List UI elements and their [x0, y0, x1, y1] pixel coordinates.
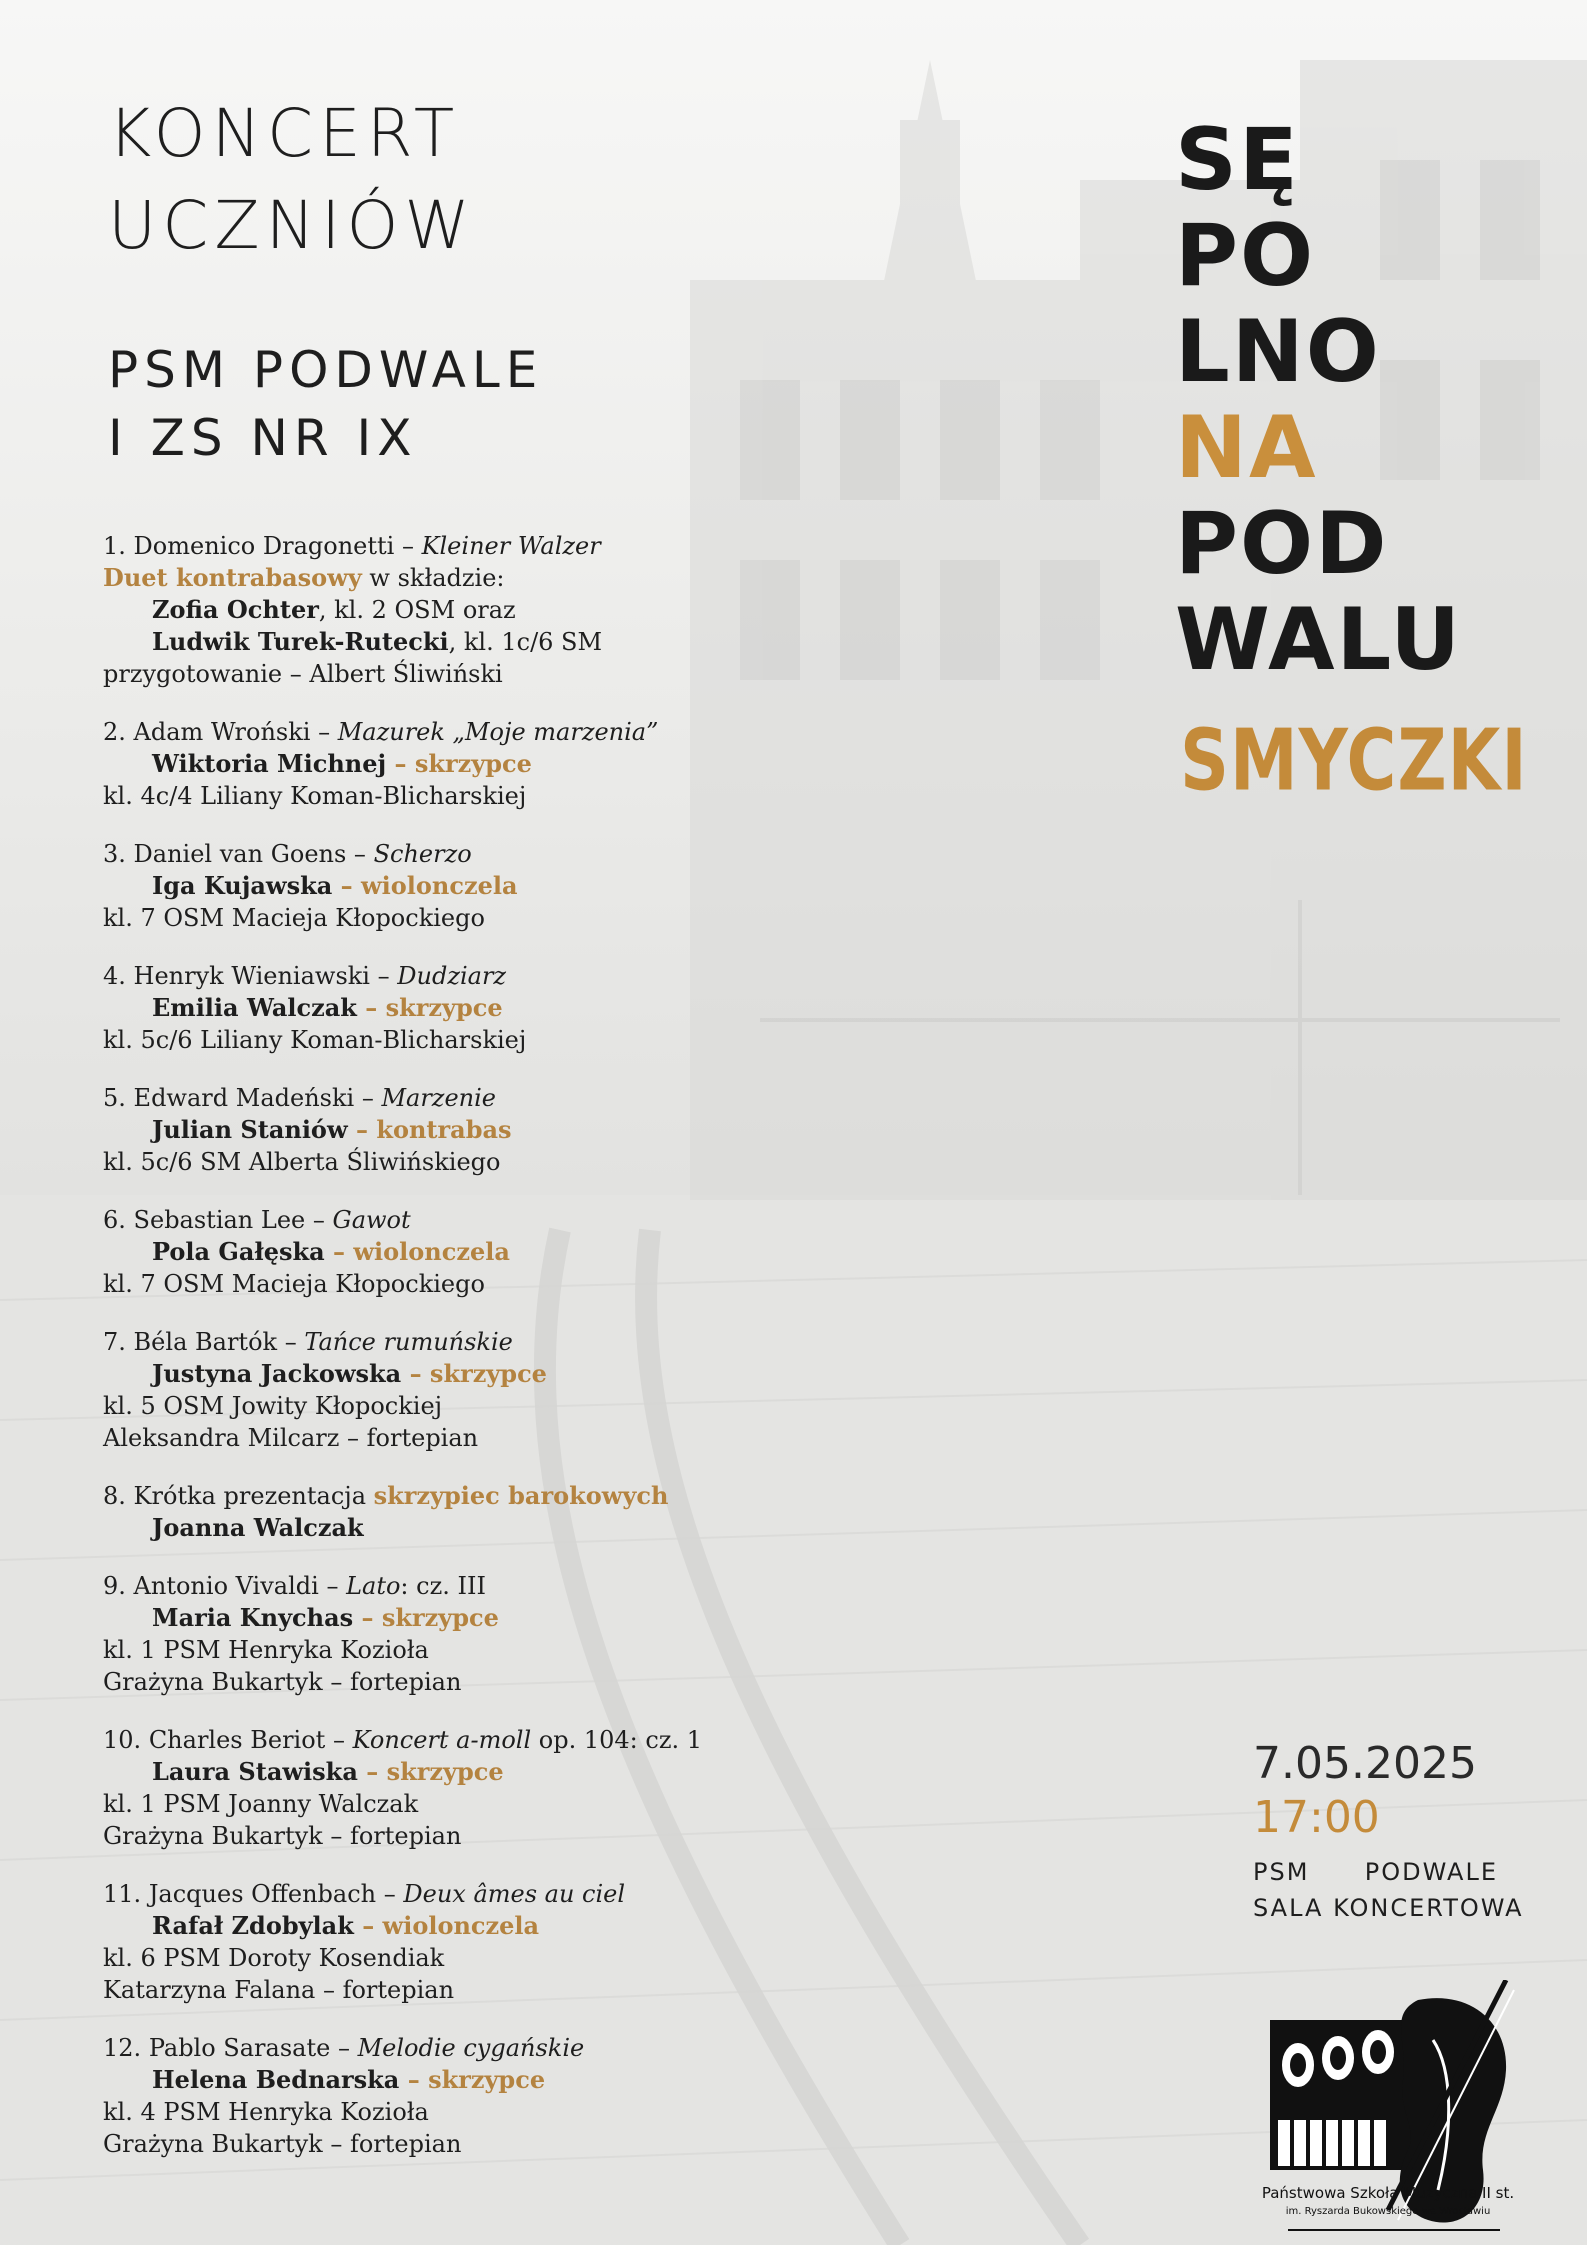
preparation: przygotowanie – Albert Śliwiński — [103, 660, 503, 688]
subtitle-line-1: PSM PODWALE — [108, 341, 544, 399]
work-title: Dudziarz — [397, 962, 507, 990]
performer: Helena Bednarska — [152, 2065, 400, 2094]
series-title-line: LNO — [1175, 302, 1381, 402]
performer: Iga Kujawska — [152, 871, 333, 900]
series-title-line: POD — [1175, 494, 1389, 594]
composer: Jacques Offenbach — [148, 1880, 377, 1908]
work-title: Mazurek „Moje marzenia” — [337, 718, 659, 746]
program-item-11: 11. Jacques Offenbach – Deux âmes au ciel Rafał Zdobylak – wiolonczela kl. 6 PSM Doroty Kosendiak Katarzyna Falana – fortepian — [103, 1878, 783, 2006]
program-item-4: 4. Henryk Wieniawski – Dudziarz Emilia Walczak – skrzypce kl. 5c/6 Liliany Koman-Blicharskiej — [103, 960, 783, 1056]
concert-title — [108, 88, 476, 272]
event-date: 7.05.2025 — [1253, 1738, 1477, 1789]
accompanist: Katarzyna Falana – fortepian — [103, 1976, 455, 2004]
teacher-class: kl. 4 PSM Henryka Kozioła — [103, 2098, 429, 2126]
work-title: Tańce rumuńskie — [304, 1328, 513, 1356]
program-item-7: 7. Béla Bartók – Tańce rumuńskie Justyna Jackowska – skrzypce kl. 5 OSM Jowity Kłopockiej Aleksandra Milcarz – fortepian — [103, 1326, 783, 1454]
series-title-line: SĘ — [1175, 110, 1300, 210]
program-item-12: 12. Pablo Sarasate – Melodie cygańskie Helena Bednarska – skrzypce kl. 4 PSM Henryka Kozioła Grażyna Bukartyk – fortepian — [103, 2032, 783, 2160]
accompanist: Grażyna Bukartyk – fortepian — [103, 1668, 462, 1696]
performer: Justyna Jackowska — [152, 1359, 402, 1388]
accompanist: Grażyna Bukartyk – fortepian — [103, 2130, 462, 2158]
program-item-2: 2. Adam Wroński – Mazurek „Moje marzenia” Wiktoria Michnej – skrzypce kl. 4c/4 Liliany Koman-Blicharskiej — [103, 716, 783, 812]
performer: Maria Knychas — [152, 1603, 354, 1632]
school-patron: im. Ryszarda Bukowskiego we Wrocławiu — [1285, 2206, 1491, 2217]
title-line-2: UCZNIÓW — [108, 187, 476, 264]
program-item-8: 8. Krótka prezentacja skrzypiec barokowych Joanna Walczak — [103, 1481, 669, 1542]
teacher-class: kl. 1 PSM Henryka Kozioła — [103, 1636, 429, 1664]
teacher-class: kl. 1 PSM Joanny Walczak — [103, 1790, 419, 1818]
instrument: – skrzypce — [399, 2065, 546, 2094]
performer: Wiktoria Michnej — [152, 749, 387, 778]
performer: Joanna Walczak — [152, 1513, 364, 1542]
teacher-class: kl. 5 OSM Jowity Kłopockiej — [103, 1392, 443, 1420]
work-title: Deux âmes au ciel — [403, 1880, 626, 1908]
teacher-class: kl. 5c/6 SM Alberta Śliwińskiego — [103, 1148, 501, 1176]
teacher-class: kl. 4c/4 Liliany Koman-Blicharskiej — [103, 782, 527, 810]
composer: Charles Beriot — [148, 1726, 326, 1754]
work-title: Gawot — [332, 1206, 411, 1234]
work-title: Scherzo — [373, 840, 472, 868]
instrument: – wiolonczela — [324, 1237, 510, 1266]
performer: Julian Staniów — [152, 1115, 348, 1144]
venue-podwale: PODWALE — [1364, 1858, 1498, 1886]
program-item-5: 5. Edward Madeński – Marzenie Julian Staniów – kontrabas kl. 5c/6 SM Alberta Śliwińskiego — [103, 1082, 783, 1178]
instrument: – skrzypce — [401, 1359, 547, 1388]
venue-psm: PSM — [1253, 1858, 1310, 1886]
work-title: Lato — [346, 1572, 401, 1600]
performer: Zofia Ochter — [152, 595, 319, 624]
teacher-class: kl. 6 PSM Doroty Kosendiak — [103, 1944, 445, 1972]
work-title: Melodie cygańskie — [357, 2034, 585, 2062]
program-item-1: 1. Domenico Dragonetti – Kleiner Walzer Duet kontrabasowy w składzie: Zofia Ochter, kl. 2 OSM oraz Ludwik Turek-Rutecki, kl. 1c/6 SM przygotowanie – Albert Śliwiński — [103, 530, 783, 690]
work-title: Kleiner Walzer — [421, 532, 601, 560]
program-item-9: 9. Antonio Vivaldi – Lato: cz. III Maria Knychas – skrzypce kl. 1 PSM Henryka Kozioła Grażyna Bukartyk – fortepian — [103, 1570, 783, 1698]
instrument: – skrzypce — [356, 993, 503, 1022]
program-item-10: 10. Charles Beriot – Koncert a-moll op. 104: cz. 1 Laura Stawiska – skrzypce kl. 1 PSM Joanny Walczak Grażyna Bukartyk – fortepian — [103, 1724, 783, 1852]
program-item-3: 3. Daniel van Goens – Scherzo Iga Kujawska – wiolonczela kl. 7 OSM Macieja Kłopockiego — [103, 838, 783, 934]
event-venue — [1253, 1858, 1498, 1886]
concert-organizers — [108, 336, 543, 472]
instrument: – wiolonczela — [332, 871, 518, 900]
event-time: 17:00 — [1253, 1792, 1380, 1843]
work-title: Koncert a-moll — [352, 1726, 532, 1754]
series-title-line: NA — [1175, 398, 1318, 498]
instrument: – skrzypce — [353, 1603, 499, 1632]
composer: Pablo Sarasate — [148, 2034, 331, 2062]
composer: Edward Madeński — [133, 1084, 355, 1112]
teacher-class: kl. 7 OSM Macieja Kłopockiego — [103, 904, 485, 932]
accompanist: Aleksandra Milcarz – fortepian — [103, 1424, 479, 1452]
composer: Sebastian Lee — [133, 1206, 306, 1234]
teacher-class: kl. 5c/6 Liliany Koman-Blicharskiej — [103, 1026, 527, 1054]
composer: Domenico Dragonetti — [133, 532, 395, 560]
instrument: – kontrabas — [347, 1115, 512, 1144]
series-title-line: PO — [1175, 206, 1316, 306]
performer: Emilia Walczak — [152, 993, 357, 1022]
program-list — [103, 530, 783, 2186]
composer: Adam Wroński — [133, 718, 311, 746]
performer: Pola Gałęska — [152, 1237, 325, 1266]
accompanist: Grażyna Bukartyk – fortepian — [103, 1822, 462, 1850]
performer: Ludwik Turek-Rutecki — [152, 627, 449, 656]
composer: Henryk Wieniawski — [133, 962, 370, 990]
highlight: skrzypiec barokowych — [373, 1481, 669, 1510]
teacher-class: kl. 7 OSM Macieja Kłopockiego — [103, 1270, 485, 1298]
series-title — [1175, 112, 1462, 688]
composer: Antonio Vivaldi — [133, 1572, 319, 1600]
ensemble: Duet kontrabasowy — [103, 563, 362, 592]
instrument: – skrzypce — [357, 1757, 504, 1786]
school-name: Państwowa Szkoła Muzyczna II st. — [1261, 2184, 1515, 2202]
title-line-1: KONCERT — [108, 95, 461, 172]
work-title: Marzenie — [381, 1084, 496, 1112]
instrument: – skrzypce — [386, 749, 532, 778]
series-title-line: WALU — [1175, 590, 1463, 690]
composer: Daniel van Goens — [133, 840, 347, 868]
event-hall: SALA KONCERTOWA — [1253, 1894, 1524, 1922]
instrument: – wiolonczela — [353, 1911, 540, 1940]
series-theme: SMYCZKI — [1180, 712, 1528, 811]
program-item-6: 6. Sebastian Lee – Gawot Pola Gałęska – wiolonczela kl. 7 OSM Macieja Kłopockiego — [103, 1204, 783, 1300]
performer: Laura Stawiska — [152, 1757, 358, 1786]
performer: Rafał Zdobylak — [152, 1911, 354, 1940]
composer: Béla Bartók — [133, 1328, 278, 1356]
subtitle-line-2: I ZS NR IX — [108, 409, 418, 467]
